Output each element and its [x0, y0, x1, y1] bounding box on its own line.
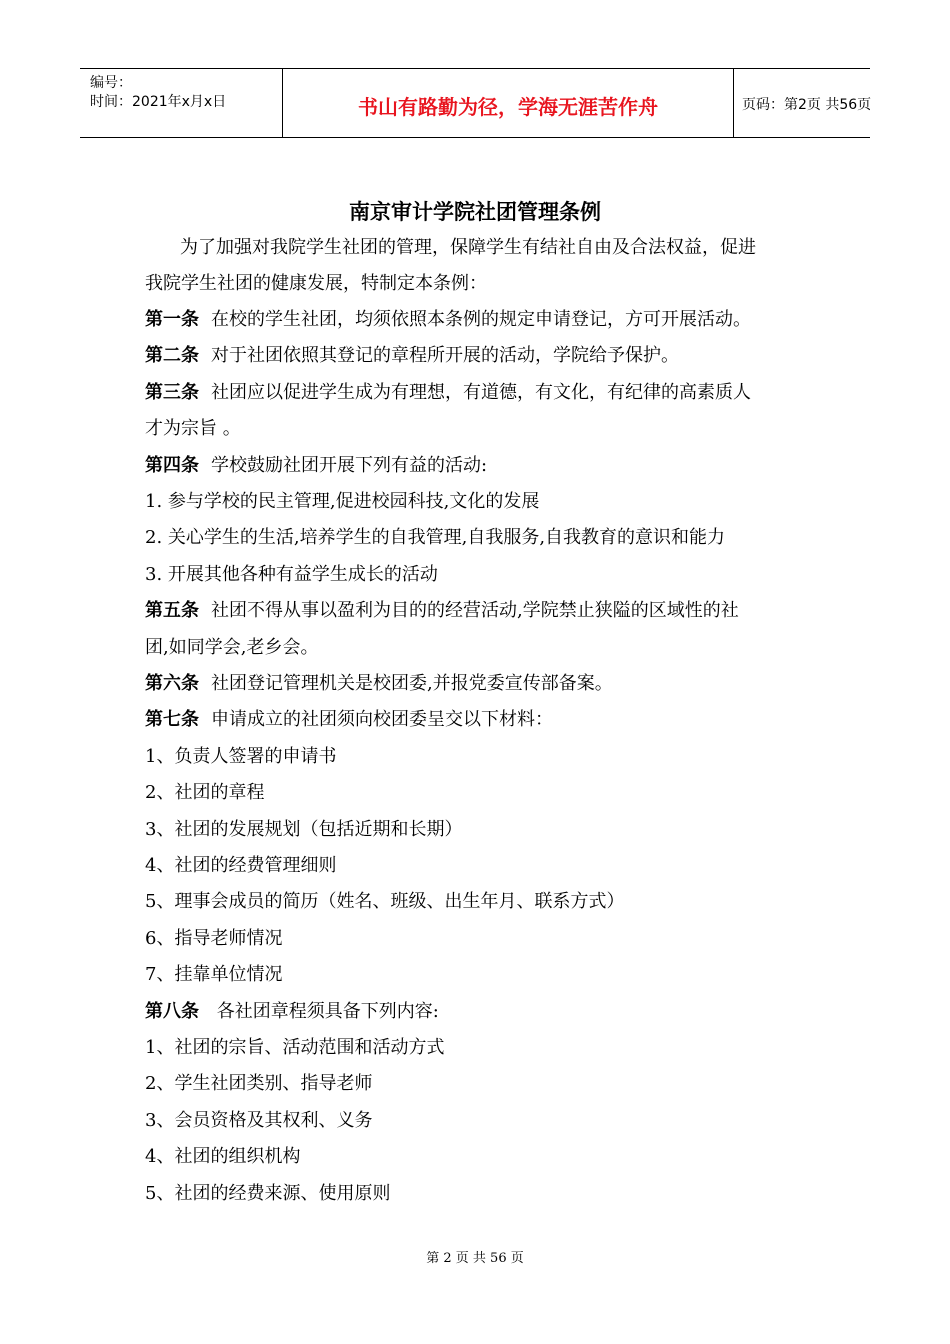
article-text: 4、社团的组织机构 — [145, 1146, 301, 1168]
list-item — [145, 891, 624, 913]
article-line — [145, 455, 487, 477]
article-line — [145, 600, 739, 622]
page-header — [80, 68, 870, 138]
article-text: 学校鼓励社团开展下列有益的活动: — [211, 454, 488, 476]
article-label: 第一条 — [145, 309, 199, 330]
intro-line: 为了加强对我院学生社团的管理，保障学生有结社自由及合法权益，促进 — [180, 237, 756, 258]
article-line — [145, 345, 679, 367]
article-label: 第七条 — [145, 709, 199, 731]
article-text: 2. 关心学生的生活,培养学生的自我管理,自我服务,自我教育的意识和能力 — [145, 527, 726, 549]
article-text: 社团登记管理机关是校团委,并报党委宣传部备案。 — [211, 673, 613, 694]
header-meta-cell — [80, 69, 283, 137]
list-item — [145, 1146, 300, 1168]
article-label: 第三条 — [145, 381, 199, 403]
article-text: 2、学生社团类别、指导老师 — [145, 1073, 373, 1095]
list-item — [145, 1110, 372, 1132]
list-item — [145, 1183, 390, 1205]
header-page-cell — [734, 69, 870, 137]
article-label: 第二条 — [145, 345, 199, 367]
article-text: 社团应以促进学生成为有理想，有道德，有文化，有纪律的高素质人 — [211, 381, 751, 403]
page-footer: 第 2 页 共 56 页 — [426, 1251, 524, 1266]
article-text: 团,如同学会,老乡会。 — [145, 636, 319, 658]
article-text: 1. 参与学校的民主管理,促进校园科技,文化的发展 — [145, 491, 540, 512]
article-label: 第四条 — [145, 454, 199, 476]
article-text: 在校的学生社团，均须依照本条例的规定申请登记，方可开展活动。 — [211, 309, 751, 330]
document-title: 南京审计学院社团管理条例 — [349, 200, 601, 224]
article-text: 5、理事会成员的简历（姓名、班级、出生年月、联系方式） — [145, 891, 625, 913]
article-text: 3、社团的发展规划（包括近期和长期） — [145, 818, 463, 840]
list-item — [145, 1037, 444, 1059]
list-item — [145, 746, 336, 768]
number-label: 编号： — [90, 75, 132, 91]
article-text: 2、社团的章程 — [145, 782, 265, 804]
article-text: 3. 开展其他各种有益学生成长的活动 — [145, 563, 438, 585]
list-item — [145, 491, 539, 513]
page-label: 页码：第2页 共56页 — [742, 97, 872, 113]
list-item — [145, 637, 318, 659]
article-text: 5、社团的经费来源、使用原则 — [145, 1182, 391, 1204]
article-text: 1、社团的宗旨、活动范围和活动方式 — [145, 1037, 445, 1058]
list-item — [145, 527, 725, 549]
list-item — [145, 1073, 372, 1095]
header-motto-cell — [283, 69, 734, 137]
motto: 书山有路勤为径，学海无涯苦作舟 — [358, 95, 658, 119]
intro-line: 我院学生社团的健康发展，特制定本条例： — [145, 273, 487, 294]
article-text: 申请成立的社团须向校团委呈交以下材料： — [211, 709, 553, 731]
article-text: 社团不得从事以盈利为目的的经营活动,学院禁止狭隘的区域性的社 — [211, 600, 739, 622]
list-item — [145, 418, 241, 440]
article-text: 才为宗旨 。 — [145, 418, 241, 440]
time-label: 时间：2021年x月x日 — [90, 94, 227, 110]
list-item — [145, 782, 264, 804]
article-line — [145, 309, 751, 331]
list-item — [145, 564, 438, 586]
article-text: 各社团章程须具备下列内容: — [211, 1000, 439, 1022]
article-line — [145, 382, 751, 404]
article-line — [145, 1001, 439, 1023]
article-label: 第五条 — [145, 600, 199, 622]
article-line — [145, 673, 613, 695]
list-item — [145, 855, 336, 877]
article-label: 第六条 — [145, 673, 199, 694]
list-item — [145, 964, 282, 986]
list-item — [145, 819, 462, 841]
article-text: 1、负责人签署的申请书 — [145, 745, 337, 767]
article-text: 3、会员资格及其权利、义务 — [145, 1109, 373, 1131]
article-text: 4、社团的经费管理细则 — [145, 855, 337, 876]
list-item — [145, 928, 282, 950]
article-text: 对于社团依照其登记的章程所开展的活动，学院给予保护。 — [211, 345, 679, 367]
article-line — [145, 709, 553, 731]
article-text: 7、挂靠单位情况 — [145, 964, 283, 986]
article-label: 第八条 — [145, 1000, 199, 1022]
article-text: 6、指导老师情况 — [145, 927, 283, 949]
